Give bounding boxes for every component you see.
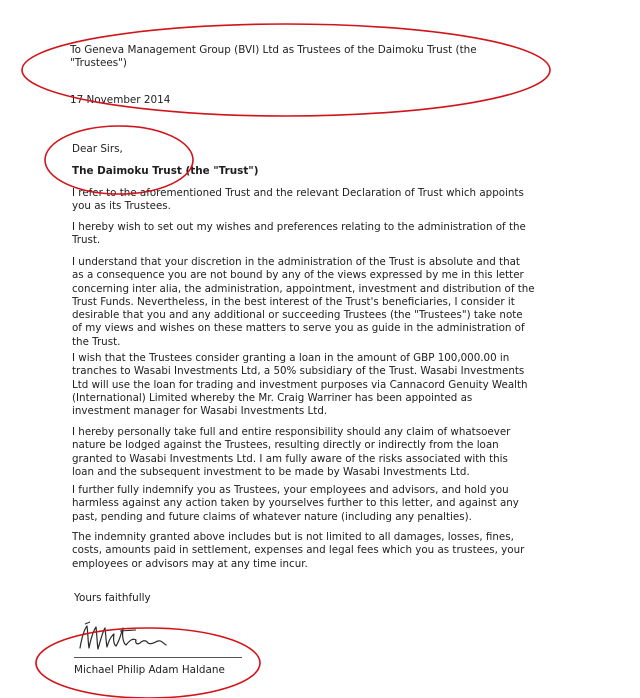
paragraph-line: harmless against any action taken by yourselves further to this letter, and against any — [72, 497, 519, 510]
addressee-line-1: To Geneva Management Group (BVI) Ltd as Trustees of the Daimoku Trust (the — [70, 44, 477, 56]
paragraph-line: investment manager for Wasabi Investments Ltd. — [72, 405, 328, 418]
paragraph-line: of my views and wishes on these matters to serve you as guide in the administration of — [72, 322, 525, 335]
paragraph-line: as a consequence you are not bound by any of the views expressed by me in this letter — [72, 269, 524, 282]
paragraph-line: The indemnity granted above includes but is not limited to all damages, losses, fines, — [72, 531, 514, 543]
paragraph-line: employees or advisors may at any time incur. — [72, 557, 308, 570]
paragraph-line: past, pending and future claims of whatever nature (including any penalties). — [72, 510, 472, 523]
paragraph-7 — [72, 531, 572, 571]
paragraph-line: I refer to the aforementioned Trust and the relevant Declaration of Trust which appoints — [72, 187, 524, 199]
addressee-line-2: "Trustees") — [70, 57, 127, 69]
paragraph-line: you as its Trustees. — [72, 200, 171, 213]
paragraph-line: tranches to Wasabi Investments Ltd, a 50% subsidiary of the Trust. Wasabi Investments — [72, 365, 525, 378]
annotation-ellipse-salutation — [45, 126, 193, 194]
paragraph-line: granted to Wasabi Investments Ltd. I am fully aware of the risks associated with this — [72, 452, 508, 465]
paragraph-line: I wish that the Trustees consider granting a loan in the amount of GBP 100,000.00 in — [72, 352, 510, 364]
salutation: Dear Sirs, — [72, 143, 123, 155]
closing: Yours faithfully — [74, 592, 151, 604]
paragraph-line: I understand that your discretion in the administration of the Trust is absolute and that — [72, 256, 520, 268]
paragraph-line: Trust. — [72, 234, 101, 247]
paragraph-line: I hereby personally take full and entire responsibility should any claim of whatsoever — [72, 426, 511, 438]
paragraph-5 — [72, 426, 572, 479]
handwritten-signature — [76, 618, 186, 658]
paragraph-3 — [72, 256, 572, 349]
paragraph-line: desirable that you and any additional or succeeding Trustees (the "Trustees") take note — [72, 309, 523, 322]
paragraph-2 — [72, 221, 572, 248]
paragraph-line: loan and the subsequent investment to be made by Wasabi Investments Ltd. — [72, 465, 470, 478]
paragraph-line: Trust Funds. Nevertheless, in the best interest of the Trust's beneficiaries, I consider it — [72, 295, 515, 308]
letter-date: 17 November 2014 — [70, 94, 171, 106]
paragraph-line: I hereby wish to set out my wishes and preferences relating to the administration of the — [72, 221, 526, 233]
paragraph-1 — [72, 187, 572, 214]
paragraph-line: (International) Limited whereby the Mr. Craig Warriner has been appointed as — [72, 391, 473, 404]
signature-line — [74, 657, 242, 658]
paragraph-4 — [72, 352, 572, 418]
paragraph-line: Ltd will use the loan for trading and investment purposes via Cannacord Genuity Wealth — [72, 378, 528, 391]
paragraph-line: costs, amounts paid in settlement, expenses and legal fees which you as trustees, your — [72, 544, 525, 557]
paragraph-line: concerning inter alia, the administration, appointment, investment and distribution of the — [72, 282, 535, 295]
signatory-name: Michael Philip Adam Haldane — [74, 664, 225, 676]
paragraph-line: I further fully indemnify you as Trustees, your employees and advisors, and hold you — [72, 484, 509, 496]
paragraph-line: the Trust. — [72, 335, 121, 348]
paragraph-line: nature be lodged against the Trustees, resulting directly or indirectly from the loan — [72, 439, 499, 452]
subject-line: The Daimoku Trust (the "Trust") — [72, 165, 259, 177]
paragraph-6 — [72, 484, 572, 524]
